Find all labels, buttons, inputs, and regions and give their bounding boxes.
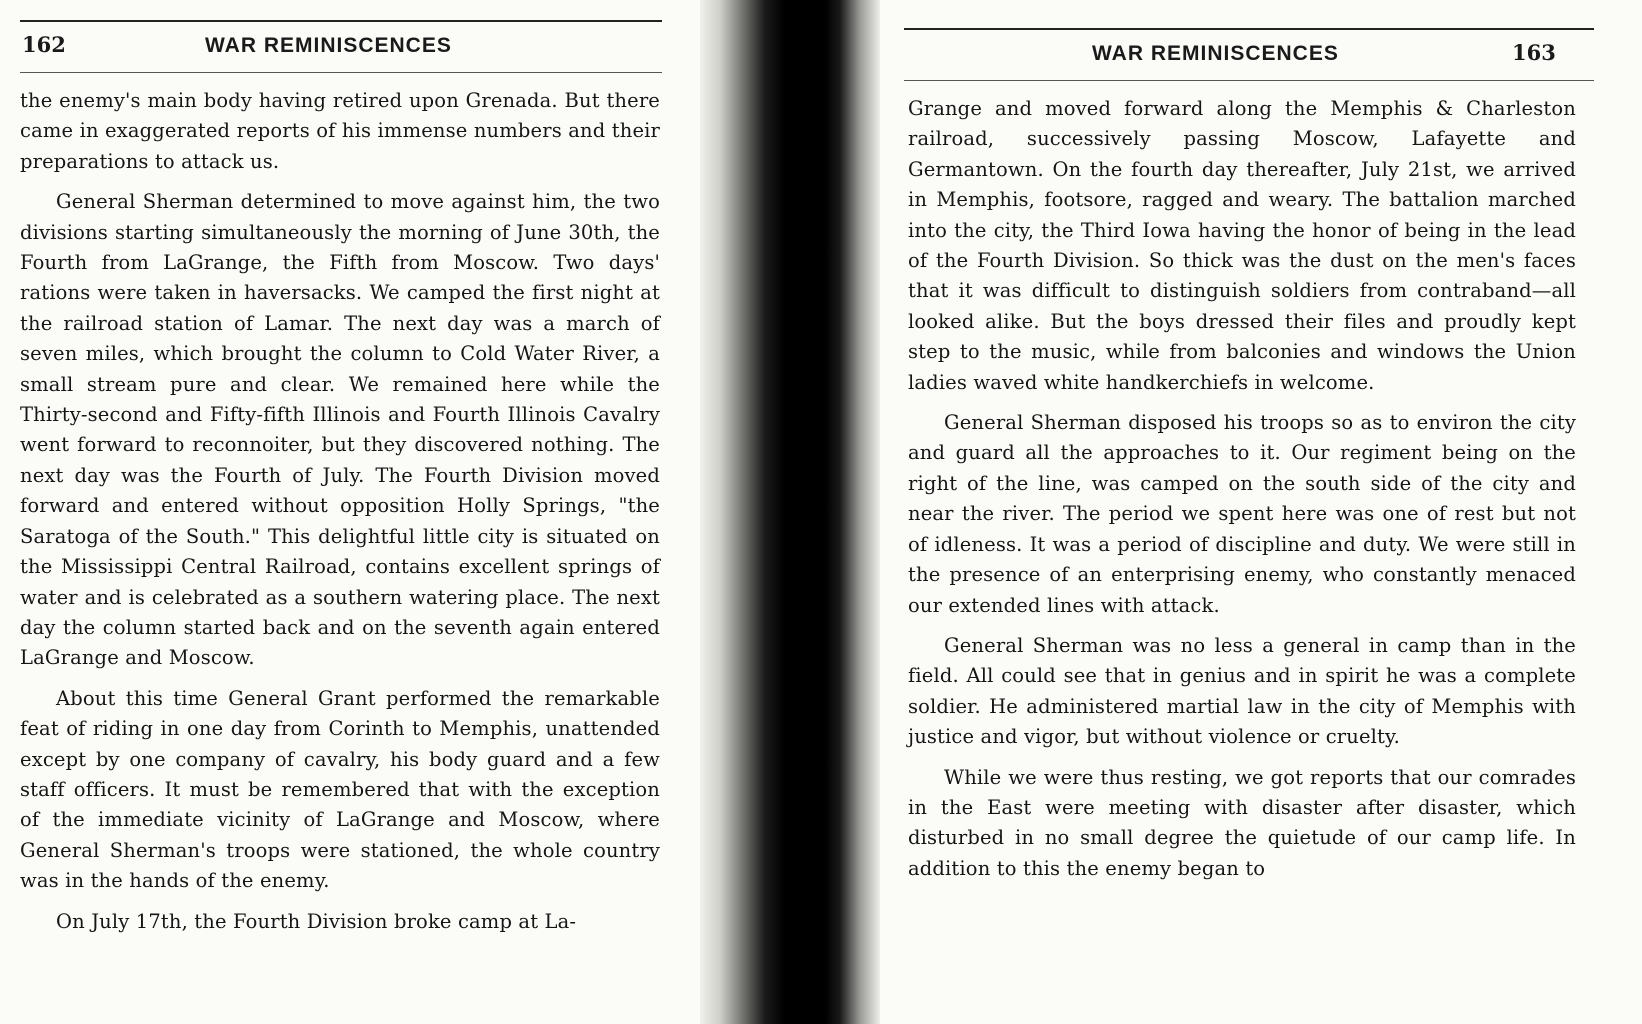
top-rule [20, 20, 662, 22]
paragraph: Grange and moved forward along the Memphis & Charleston railroad, successively passing Moscow, Lafayette and Germantown. On the fourth day thereafter, July 21st, we arrived in Memphis, footsore, ragged and weary. The battalion marched into the city, the Third Iowa having the honor of being in the lead of the Fourth Division. So thick was the dust on the men's faces that it was difficult to distinguish soldiers from contraband—all looked alike. But the boys dressed their files and proudly kept step to the music, while from balconies and windows the Union ladies waved white handkerchiefs in welcome. [908, 97, 1576, 394]
header-rule [20, 72, 662, 73]
page-number: 162 [22, 32, 66, 57]
top-rule [904, 28, 1594, 30]
paragraph: On July 17th, the Fourth Division broke camp at La- [56, 909, 577, 933]
book-gutter [700, 0, 880, 1024]
left-page [0, 0, 700, 1024]
paragraph: About this time General Grant performed the remarkable feat of riding in one day from Corinth to Memphis, unattended except by one company of cavalry, his body guard and a few staff officers. It must be remembered that with the exception of the immediate vicinity of LaGrange and Moscow, where General Sherman's troops were stationed, the whole country was in the hands of the enemy. [20, 686, 660, 893]
page-number: 163 [1512, 40, 1556, 65]
paragraph: the enemy's main body having retired upon Grenada. But there came in exaggerated reports of his immense numbers and their preparations to attack us. [20, 89, 660, 173]
body-text [908, 94, 1576, 884]
running-head: WAR REMINISCENCES [1092, 42, 1339, 65]
paragraph: General Sherman disposed his troops so as to environ the city and guard all the approaches to it. Our regiment being on the right of the line, was camped on the south side of the city and near the river. The period we spent here was one of rest but not of idleness. It was a period of discipline and duty. We were still in the presence of an enterprising enemy, who constantly menaced our extended lines with attack. [908, 411, 1576, 617]
body-text [20, 86, 660, 937]
running-head: WAR REMINISCENCES [205, 34, 452, 57]
right-page [880, 0, 1642, 1024]
header-rule [904, 80, 1594, 81]
paragraph: General Sherman determined to move against him, the two divisions starting simultaneously the morning of June 30th, the Fourth from LaGrange, the Fifth from Moscow. Two days' rations were taken in haversacks. We camped the first night at the railroad station of Lamar. The next day was a march of seven miles, which brought the column to Cold Water River, a small stream pure and clear. We remained here while the Thirty-second and Fifty-fifth Illinois and Fourth Illinois Cavalry went forward to reconnoiter, but they discovered nothing. The next day was the Fourth of July. The Fourth Division moved forward and entered without opposition Holly Springs, "the Saratoga of the South." This delightful little city is situated on the Mississippi Central Railroad, contains excellent springs of water and is celebrated as a southern watering place. The next day the column started back and on the seventh again entered LaGrange and Moscow. [20, 190, 660, 670]
paragraph: General Sherman was no less a general in camp than in the field. All could see that in genius and in spirit he was a complete soldier. He administered martial law in the city of Memphis with justice and vigor, but without violence or cruelty. [908, 633, 1576, 749]
paragraph: While we were thus resting, we got reports that our comrades in the East were meeting with disaster after disaster, which disturbed in no small degree the quietude of our camp life. In addition to this the enemy began to [908, 765, 1576, 880]
